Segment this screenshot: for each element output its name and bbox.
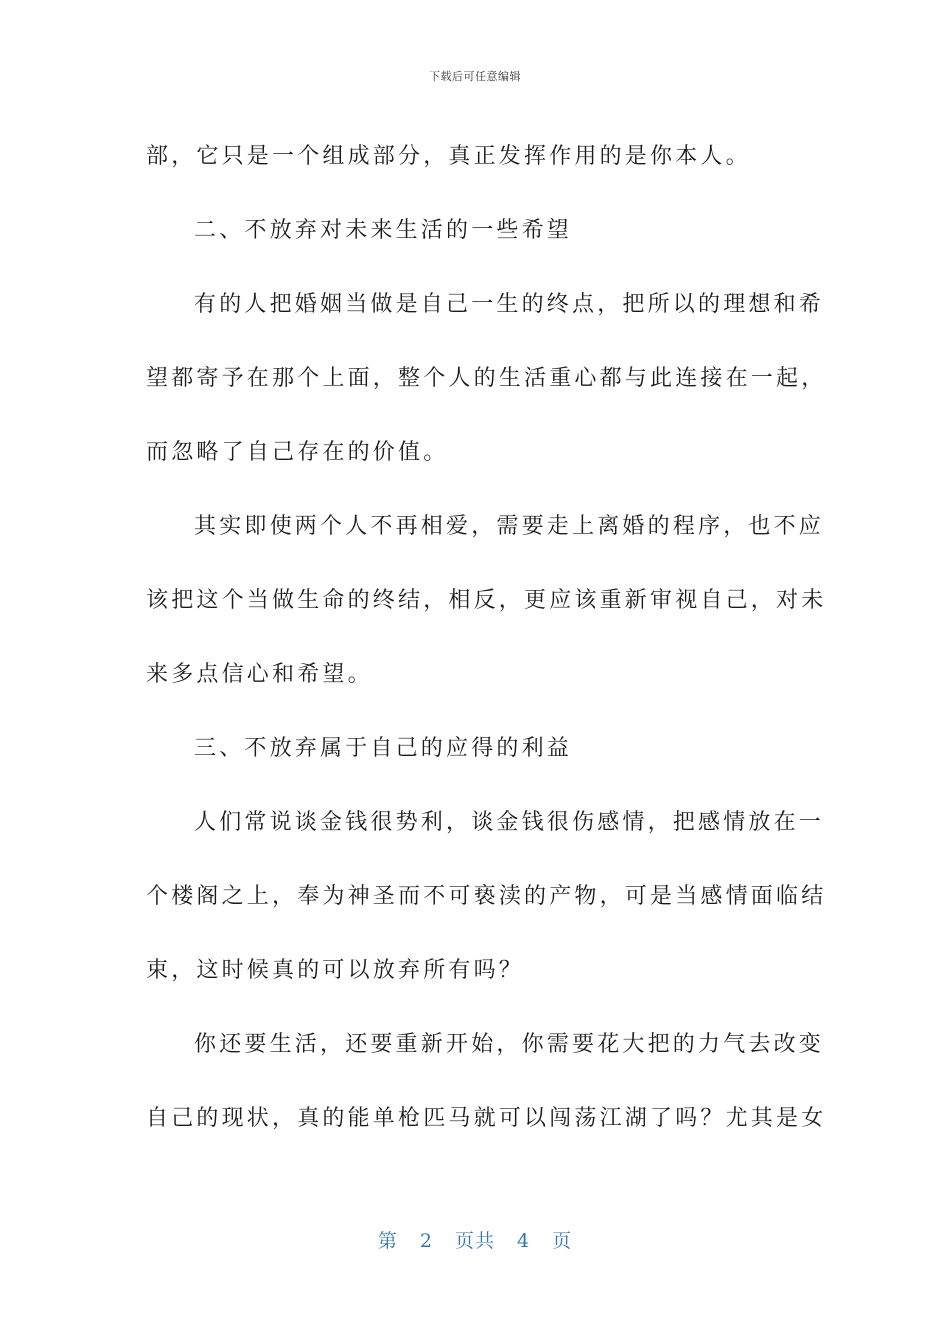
page-footer [0,1226,950,1253]
paragraph-line: 个楼阁之上，奉为神圣而不可亵渎的产物，可是当感情面临结 [146,884,827,909]
paragraph-line: 你还要生活，还要重新开始，你需要花大把的力气去改变 [194,1032,825,1057]
paragraph-line: 其实即使两个人不再相爱，需要走上离婚的程序，也不应 [194,514,825,539]
section-heading: 三、不放弃属于自己的应得的利益 [194,736,573,761]
paragraph-line: 而忽略了自己存在的价值。 [146,440,449,465]
paragraph-line: 望都寄予在那个上面，整个人的生活重心都与此连接在一起， [146,366,827,391]
header-note: 下载后可任意编辑 [429,70,521,83]
paragraph-line: 有的人把婚姻当做是自己一生的终点，把所以的理想和希 [194,292,825,317]
paragraph-line: 该把这个当做生命的终结，相反，更应该重新审视自己，对未 [146,588,827,613]
paragraph-line: 束，这时候真的可以放弃所有吗？ [146,958,525,983]
paragraph-line: 部，它只是一个组成部分，真正发挥作用的是你本人。 [146,144,751,169]
footer-current-page: 2 [419,1230,433,1252]
paragraph-line: 自己的现状，真的能单枪匹马就可以闯荡江湖了吗？尤其是女 [146,1106,827,1131]
body-text [146,120,827,1156]
section-heading: 二、不放弃对未来生活的一些希望 [194,218,573,243]
footer-middle: 页共 [454,1230,495,1252]
footer-suffix: 页 [552,1230,573,1252]
paragraph-line: 来多点信心和希望。 [146,662,373,687]
footer-prefix: 第 [377,1230,398,1252]
paragraph-line: 人们常说谈金钱很势利，谈金钱很伤感情，把感情放在一 [194,810,825,835]
footer-total-pages: 4 [517,1230,531,1252]
